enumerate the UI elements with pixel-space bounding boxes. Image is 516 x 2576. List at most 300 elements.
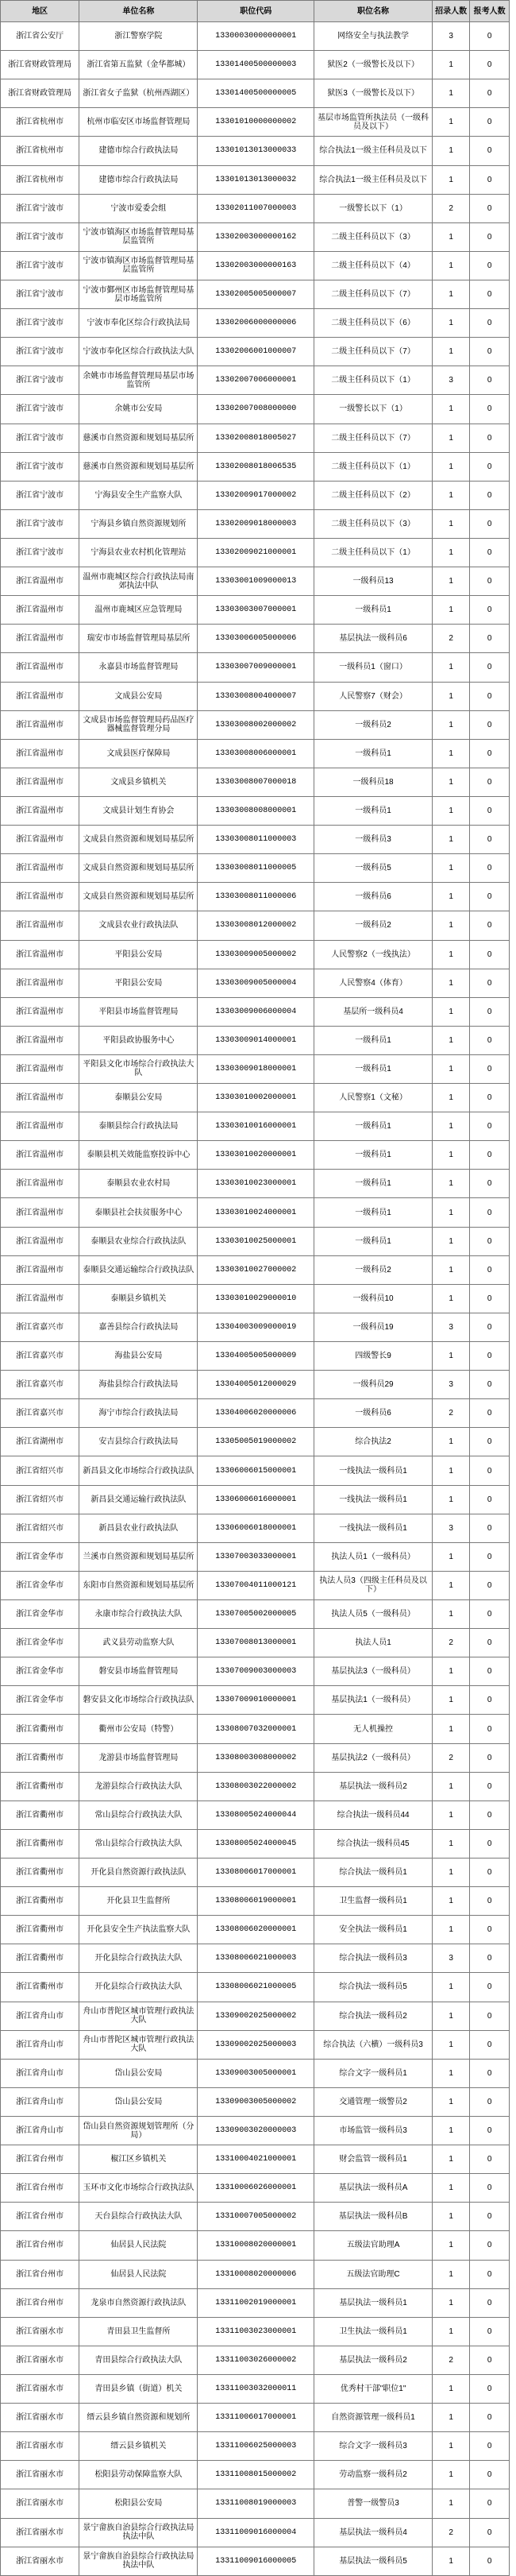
table-row	[1, 2288, 510, 2317]
cell-unit: 磐安县文化市场综合行政执法队	[79, 1686, 198, 1715]
cell-position-code: 13301010000000002	[198, 108, 314, 137]
cell-position-name: 综合文字一级科员1	[314, 2059, 433, 2087]
cell-unit: 衢州市公安局（特警）	[79, 1715, 198, 1743]
table-row	[1, 108, 510, 137]
cell-position-name: 二级主任科员以下（3）	[314, 222, 433, 251]
table-row	[1, 940, 510, 969]
table-row	[1, 739, 510, 768]
table-row	[1, 710, 510, 739]
cell-region: 浙江省丽水市	[1, 2432, 79, 2461]
cell-region: 浙江省嘉兴市	[1, 1342, 79, 1371]
cell-recruit-count: 1	[433, 1284, 470, 1313]
cell-region: 浙江省温州市	[1, 653, 79, 682]
cell-position-code: 13304006020000006	[198, 1399, 314, 1428]
cell-position-code: 13307003033000001	[198, 1542, 314, 1571]
cell-unit: 泰顺县乡镇机关	[79, 1284, 198, 1313]
cell-region: 浙江省衢州市	[1, 1800, 79, 1829]
cell-position-name: 综合执法一级科员2	[314, 2002, 433, 2030]
cell-region: 浙江省丽水市	[1, 2489, 79, 2518]
cell-recruit-count: 1	[433, 1571, 470, 1599]
cell-recruit-count: 1	[433, 2116, 470, 2145]
cell-position-code: 13303008011000005	[198, 854, 314, 883]
cell-unit: 文成县农业行政执法队	[79, 911, 198, 940]
header-position-name: 职位名称	[314, 1, 433, 22]
cell-recruit-count: 1	[433, 251, 470, 280]
cell-unit: 新昌县文化市场综合行政执法队	[79, 1456, 198, 1485]
cell-recruit-count: 1	[433, 997, 470, 1026]
cell-unit: 浙江省第五监狱（金华都城）	[79, 51, 198, 79]
cell-recruit-count: 1	[433, 395, 470, 424]
table-row	[1, 452, 510, 481]
cell-recruit-count: 1	[433, 108, 470, 137]
cell-region: 浙江省舟山市	[1, 2116, 79, 2145]
cell-position-code: 13304005005000009	[198, 1342, 314, 1371]
cell-recruit-count: 1	[433, 1829, 470, 1858]
cell-region: 浙江省财政管理局	[1, 51, 79, 79]
cell-position-code: 13303008007000018	[198, 768, 314, 796]
cell-unit: 龙泉市自然资源行政执法队	[79, 2288, 198, 2317]
header-region: 地区	[1, 1, 79, 22]
cell-unit: 龙游县综合行政执法大队	[79, 1772, 198, 1800]
cell-position-name: 一级科员1	[314, 1170, 433, 1198]
cell-recruit-count: 1	[433, 1084, 470, 1112]
table-row	[1, 596, 510, 625]
cell-applicant-count: 0	[470, 1887, 510, 1916]
cell-unit: 文成县市场监督管理局药品医疗器械监督管理分局	[79, 710, 198, 739]
cell-unit: 宁波市奉化区综合行政执法大队	[79, 338, 198, 366]
cell-position-code: 13302009018000003	[198, 509, 314, 538]
cell-position-code: 13311006025000003	[198, 2432, 314, 2461]
header-recruit-count: 招录人数	[433, 1, 470, 22]
table-row	[1, 2404, 510, 2432]
cell-recruit-count: 2	[433, 1629, 470, 1657]
cell-applicant-count: 0	[470, 424, 510, 452]
cell-unit: 宁波市爱委会组	[79, 194, 198, 222]
cell-position-code: 13301013013000033	[198, 137, 314, 165]
cell-applicant-count: 0	[470, 51, 510, 79]
cell-recruit-count: 1	[433, 2432, 470, 2461]
cell-region: 浙江省衢州市	[1, 1715, 79, 1743]
cell-applicant-count: 0	[470, 1227, 510, 1255]
cell-unit: 开化县自然资源行政执法队	[79, 1859, 198, 1887]
cell-region: 浙江省丽水市	[1, 2317, 79, 2346]
table-row	[1, 1198, 510, 1227]
cell-region: 浙江省衢州市	[1, 1944, 79, 1973]
cell-unit: 余姚市市场监督管理局基层市场监管所	[79, 366, 198, 395]
cell-recruit-count: 1	[433, 1198, 470, 1227]
cell-recruit-count: 1	[433, 1456, 470, 1485]
table-row	[1, 796, 510, 825]
cell-unit: 开化县综合行政执法大队	[79, 1973, 198, 2002]
cell-position-name: 执法人员3（四级主任科员及以下）	[314, 1571, 433, 1599]
cell-unit: 舟山市普陀区城市管理行政执法大队	[79, 2002, 198, 2030]
cell-position-code: 13311002019000001	[198, 2288, 314, 2317]
cell-region: 浙江省台州市	[1, 2174, 79, 2203]
cell-recruit-count: 1	[433, 2059, 470, 2087]
cell-position-code: 13311003026000002	[198, 2346, 314, 2374]
cell-unit: 泰顺县综合行政执法局	[79, 1112, 198, 1141]
cell-recruit-count: 1	[433, 452, 470, 481]
table-row	[1, 1514, 510, 1542]
cell-region: 浙江省宁波市	[1, 395, 79, 424]
cell-region: 浙江省温州市	[1, 768, 79, 796]
cell-unit: 龙游县市场监督管理局	[79, 1743, 198, 1772]
cell-position-name: 自然资源管理一级科员1	[314, 2404, 433, 2432]
cell-unit: 宁海县农业农村机化管理站	[79, 538, 198, 567]
table-row	[1, 2317, 510, 2346]
cell-position-name: 普警一级警员3	[314, 2489, 433, 2518]
cell-position-code: 13301400500000003	[198, 51, 314, 79]
table-row	[1, 2346, 510, 2374]
cell-position-code: 13308006021000005	[198, 1973, 314, 2002]
cell-position-name: 优秀村干部"职位1"	[314, 2374, 433, 2403]
table-row	[1, 22, 510, 51]
cell-applicant-count: 0	[470, 1141, 510, 1170]
cell-applicant-count: 0	[470, 1342, 510, 1371]
cell-unit: 青田县综合行政执法大队	[79, 2346, 198, 2374]
cell-recruit-count: 3	[433, 1514, 470, 1542]
cell-region: 浙江省温州市	[1, 1054, 79, 1083]
table-row	[1, 1428, 510, 1456]
cell-recruit-count: 1	[433, 2203, 470, 2231]
cell-recruit-count: 1	[433, 1772, 470, 1800]
cell-applicant-count: 0	[470, 1859, 510, 1887]
cell-region: 浙江省宁波市	[1, 538, 79, 567]
cell-position-name: 一级科员1	[314, 1054, 433, 1083]
cell-recruit-count: 1	[433, 940, 470, 969]
table-row	[1, 2432, 510, 2461]
table-row	[1, 194, 510, 222]
cell-position-code: 13310006026000001	[198, 2174, 314, 2203]
cell-unit: 兰溪市自然资源和规划局基层所	[79, 1542, 198, 1571]
cell-position-name: 一级科员1	[314, 596, 433, 625]
cell-recruit-count: 1	[433, 1916, 470, 1944]
cell-applicant-count: 0	[470, 1629, 510, 1657]
cell-position-name: 基层执法一级科员2	[314, 2346, 433, 2374]
cell-position-code: 13308006019000001	[198, 1887, 314, 1916]
cell-applicant-count: 0	[470, 2002, 510, 2030]
cell-unit: 景宁畲族自治县综合行政执法局执法中队	[79, 2518, 198, 2547]
cell-region: 浙江省杭州市	[1, 137, 79, 165]
cell-unit: 文成县医疗保障局	[79, 739, 198, 768]
cell-unit: 平阳县公安局	[79, 940, 198, 969]
cell-unit: 文成县自然资源和规划局基层所	[79, 854, 198, 883]
cell-recruit-count: 1	[433, 1973, 470, 2002]
cell-position-code: 13304003009000019	[198, 1313, 314, 1341]
cell-recruit-count: 1	[433, 1026, 470, 1054]
table-row	[1, 625, 510, 653]
table-row	[1, 1772, 510, 1800]
cell-region: 浙江省杭州市	[1, 165, 79, 194]
cell-unit: 温州市鹿城区综合行政执法局南郊执法中队	[79, 567, 198, 596]
cell-position-code: 13302008018005027	[198, 424, 314, 452]
cell-position-code: 13302009017000002	[198, 481, 314, 509]
cell-applicant-count: 0	[470, 137, 510, 165]
cell-applicant-count: 0	[470, 251, 510, 280]
table-body	[1, 22, 510, 2576]
cell-recruit-count: 1	[433, 1255, 470, 1284]
cell-region: 浙江省金华市	[1, 1657, 79, 1686]
cell-unit: 杭州市临安区市场监督管理局	[79, 108, 198, 137]
cell-position-code: 13308006020000001	[198, 1916, 314, 1944]
cell-recruit-count: 1	[433, 1485, 470, 1514]
cell-recruit-count: 1	[433, 2404, 470, 2432]
cell-position-code: 13309003005000002	[198, 2087, 314, 2116]
cell-region: 浙江省湖州市	[1, 1428, 79, 1456]
table-row	[1, 1916, 510, 1944]
cell-position-code: 13303010016000001	[198, 1112, 314, 1141]
cell-recruit-count: 1	[433, 481, 470, 509]
cell-position-code: 13300030000000001	[198, 22, 314, 51]
cell-applicant-count: 0	[470, 2317, 510, 2346]
cell-applicant-count: 0	[470, 1485, 510, 1514]
cell-region: 浙江省衢州市	[1, 1887, 79, 1916]
cell-recruit-count: 3	[433, 1371, 470, 1399]
cell-position-code: 13309002025000003	[198, 2030, 314, 2059]
cell-applicant-count: 0	[470, 280, 510, 308]
cell-region: 浙江省绍兴市	[1, 1485, 79, 1514]
cell-position-name: 狱医2（一级警长及以下）	[314, 51, 433, 79]
cell-position-code: 13309003005000001	[198, 2059, 314, 2087]
table-row	[1, 137, 510, 165]
cell-applicant-count: 0	[470, 2174, 510, 2203]
cell-position-code: 13308007032000001	[198, 1715, 314, 1743]
cell-position-code: 13311003032000011	[198, 2374, 314, 2403]
cell-recruit-count: 1	[433, 2002, 470, 2030]
cell-applicant-count: 0	[470, 826, 510, 854]
cell-applicant-count: 0	[470, 2145, 510, 2174]
cell-region: 浙江省衢州市	[1, 1772, 79, 1800]
cell-region: 浙江省宁波市	[1, 509, 79, 538]
table-row	[1, 509, 510, 538]
cell-applicant-count: 0	[470, 997, 510, 1026]
cell-region: 浙江省绍兴市	[1, 1514, 79, 1542]
cell-position-name: 一级警长以下（1）	[314, 194, 433, 222]
cell-position-name: 二级主任科员以下（7）	[314, 338, 433, 366]
cell-recruit-count: 1	[433, 2374, 470, 2403]
cell-applicant-count: 0	[470, 2346, 510, 2374]
table-row	[1, 1313, 510, 1341]
cell-applicant-count: 0	[470, 222, 510, 251]
cell-region: 浙江省温州市	[1, 1227, 79, 1255]
cell-position-code: 13301400500000005	[198, 79, 314, 108]
cell-applicant-count: 0	[470, 969, 510, 997]
cell-position-code: 13307009003000003	[198, 1657, 314, 1686]
cell-position-name: 基层执法一级科员5	[314, 2547, 433, 2575]
cell-region: 浙江省嘉兴市	[1, 1313, 79, 1341]
table-row	[1, 1170, 510, 1198]
table-row	[1, 1629, 510, 1657]
cell-applicant-count: 0	[470, 1829, 510, 1858]
cell-recruit-count: 1	[433, 596, 470, 625]
cell-applicant-count: 0	[470, 2231, 510, 2260]
table-row	[1, 1284, 510, 1313]
cell-recruit-count: 1	[433, 165, 470, 194]
cell-region: 浙江省财政管理局	[1, 79, 79, 108]
cell-region: 浙江省丽水市	[1, 2404, 79, 2432]
table-row	[1, 883, 510, 911]
cell-position-code: 13301013013000032	[198, 165, 314, 194]
cell-recruit-count: 1	[433, 509, 470, 538]
cell-recruit-count: 1	[433, 338, 470, 366]
cell-region: 浙江省温州市	[1, 1141, 79, 1170]
cell-position-name: 基层执法1（一级科员）	[314, 1686, 433, 1715]
cell-region: 浙江省衢州市	[1, 1859, 79, 1887]
cell-position-name: 人民警察4（体育）	[314, 969, 433, 997]
cell-applicant-count: 0	[470, 940, 510, 969]
cell-region: 浙江省宁波市	[1, 338, 79, 366]
cell-position-code: 13311009016000004	[198, 2518, 314, 2547]
table-row	[1, 1342, 510, 1371]
cell-region: 浙江省金华市	[1, 1542, 79, 1571]
cell-position-name: 一级科员2	[314, 710, 433, 739]
cell-position-name: 二级主任科员以下（4）	[314, 251, 433, 280]
cell-region: 浙江省温州市	[1, 710, 79, 739]
cell-position-name: 执法人员1（一级科员）	[314, 1542, 433, 1571]
cell-recruit-count: 1	[433, 79, 470, 108]
header-position-code: 职位代码	[198, 1, 314, 22]
cell-position-name: 人民警察2（一线执法）	[314, 940, 433, 969]
cell-recruit-count: 3	[433, 1944, 470, 1973]
cell-unit: 青田县乡镇（街道）机关	[79, 2374, 198, 2403]
cell-recruit-count: 2	[433, 1399, 470, 1428]
cell-position-code: 13311003023000001	[198, 2317, 314, 2346]
cell-region: 浙江省衢州市	[1, 1829, 79, 1858]
cell-recruit-count: 3	[433, 366, 470, 395]
cell-position-code: 13311006017000001	[198, 2404, 314, 2432]
cell-position-code: 13308005024000045	[198, 1829, 314, 1858]
cell-unit: 岱山县公安局	[79, 2087, 198, 2116]
cell-applicant-count: 0	[470, 1284, 510, 1313]
cell-position-name: 执法人员1	[314, 1629, 433, 1657]
cell-region: 浙江省嘉兴市	[1, 1371, 79, 1399]
cell-recruit-count: 1	[433, 222, 470, 251]
table-row	[1, 567, 510, 596]
cell-applicant-count: 0	[470, 509, 510, 538]
cell-recruit-count: 1	[433, 710, 470, 739]
cell-position-code: 13302006001000007	[198, 338, 314, 366]
cell-position-name: 人民警察1（文秘）	[314, 1084, 433, 1112]
cell-position-code: 13303010024000001	[198, 1198, 314, 1227]
cell-region: 浙江省绍兴市	[1, 1456, 79, 1485]
cell-recruit-count: 1	[433, 1112, 470, 1141]
cell-position-name: 一级科员6	[314, 1399, 433, 1428]
cell-region: 浙江省台州市	[1, 2145, 79, 2174]
cell-recruit-count: 1	[433, 424, 470, 452]
cell-applicant-count: 0	[470, 1542, 510, 1571]
cell-region: 浙江省宁波市	[1, 366, 79, 395]
cell-applicant-count: 0	[470, 1399, 510, 1428]
table-row	[1, 2489, 510, 2518]
cell-position-code: 13302003000000162	[198, 222, 314, 251]
cell-unit: 岱山县自然资源规划管理所（分局）	[79, 2116, 198, 2145]
cell-applicant-count: 0	[470, 710, 510, 739]
cell-recruit-count: 1	[433, 768, 470, 796]
cell-region: 浙江省公安厅	[1, 22, 79, 51]
cell-applicant-count: 0	[470, 1112, 510, 1141]
cell-unit: 嘉善县综合行政执法局	[79, 1313, 198, 1341]
table-row	[1, 1686, 510, 1715]
cell-applicant-count: 0	[470, 596, 510, 625]
table-row	[1, 424, 510, 452]
cell-position-code: 13304005012000029	[198, 1371, 314, 1399]
cell-applicant-count: 0	[470, 1170, 510, 1198]
cell-recruit-count: 1	[433, 1428, 470, 1456]
cell-region: 浙江省温州市	[1, 682, 79, 710]
cell-position-code: 13303009005000002	[198, 940, 314, 969]
cell-position-name: 一线执法一级科员1	[314, 1514, 433, 1542]
cell-position-code: 13303010025000001	[198, 1227, 314, 1255]
cell-recruit-count: 3	[433, 1313, 470, 1341]
table-row	[1, 1743, 510, 1772]
cell-applicant-count: 0	[470, 2203, 510, 2231]
cell-recruit-count: 1	[433, 2174, 470, 2203]
cell-unit: 松阳县劳动保障监察大队	[79, 2461, 198, 2489]
cell-applicant-count: 0	[470, 2030, 510, 2059]
cell-unit: 建德市综合行政执法局	[79, 137, 198, 165]
cell-position-code: 13303010027000002	[198, 1255, 314, 1284]
cell-region: 浙江省台州市	[1, 2203, 79, 2231]
cell-position-name: 财会监管一级科员1	[314, 2145, 433, 2174]
table-row	[1, 2002, 510, 2030]
cell-unit: 椒江区乡镇机关	[79, 2145, 198, 2174]
cell-position-name: 一级科员13	[314, 567, 433, 596]
cell-region: 浙江省金华市	[1, 1600, 79, 1629]
cell-applicant-count: 0	[470, 2547, 510, 2575]
cell-recruit-count: 1	[433, 883, 470, 911]
table-row	[1, 2231, 510, 2260]
cell-applicant-count: 0	[470, 1514, 510, 1542]
cell-region: 浙江省温州市	[1, 739, 79, 768]
cell-position-name: 一级科员19	[314, 1313, 433, 1341]
cell-position-name: 二级主任科员以下（2）	[314, 481, 433, 509]
cell-position-name: 安全执法一级科员1	[314, 1916, 433, 1944]
cell-unit: 新昌县交通运输行政执法队	[79, 1485, 198, 1514]
cell-unit: 文成县公安局	[79, 682, 198, 710]
cell-unit: 宁波市镇海区市场监督管理局基层监管所	[79, 222, 198, 251]
cell-position-name: 综合执法一级科员1	[314, 1859, 433, 1887]
cell-region: 浙江省丽水市	[1, 2461, 79, 2489]
cell-region: 浙江省金华市	[1, 1629, 79, 1657]
cell-position-name: 一级科员1	[314, 796, 433, 825]
cell-unit: 仙居县人民法院	[79, 2231, 198, 2260]
cell-position-code: 13303009018000001	[198, 1054, 314, 1083]
cell-unit: 浙江省女子监狱（杭州西湖区）	[79, 79, 198, 108]
cell-position-name: 综合执法1一级主任科员及以下	[314, 137, 433, 165]
cell-region: 浙江省宁波市	[1, 251, 79, 280]
cell-recruit-count: 2	[433, 1743, 470, 1772]
cell-position-code: 13306006015000001	[198, 1456, 314, 1485]
cell-position-name: 一级科员1	[314, 1198, 433, 1227]
cell-applicant-count: 0	[470, 1600, 510, 1629]
cell-position-code: 13303007009000001	[198, 653, 314, 682]
table-row	[1, 768, 510, 796]
cell-applicant-count: 0	[470, 1026, 510, 1054]
cell-recruit-count: 1	[433, 1715, 470, 1743]
cell-position-code: 13310008020000006	[198, 2260, 314, 2288]
cell-position-name: 综合执法2	[314, 1428, 433, 1456]
cell-position-name: 基层执法2（一级科员）	[314, 1743, 433, 1772]
cell-applicant-count: 0	[470, 395, 510, 424]
cell-position-code: 13303006005000006	[198, 625, 314, 653]
cell-position-code: 13308005024000044	[198, 1800, 314, 1829]
table-row	[1, 2116, 510, 2145]
cell-unit: 永康市综合行政执法大队	[79, 1600, 198, 1629]
cell-position-code: 13302011007000003	[198, 194, 314, 222]
cell-applicant-count: 0	[470, 2432, 510, 2461]
cell-position-code: 13303008011000003	[198, 826, 314, 854]
cell-applicant-count: 0	[470, 1686, 510, 1715]
